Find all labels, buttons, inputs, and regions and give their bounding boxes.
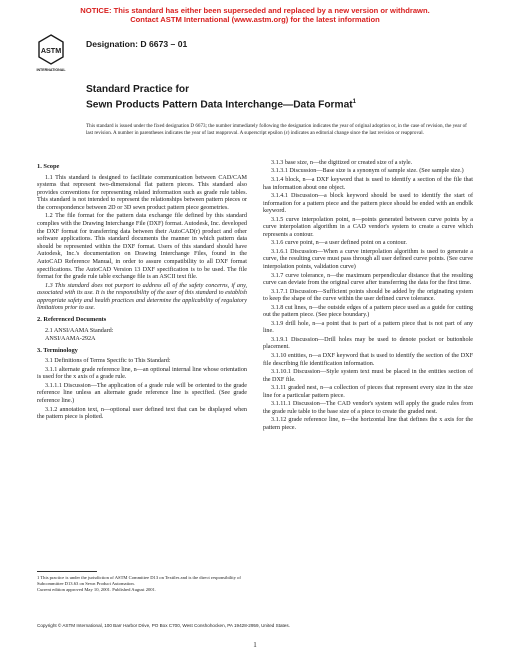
para-3-1-4: 3.1.4 block, n—a DXF keyword that is used to identify a section of the file that has information about one object. [263,176,473,191]
para-3-1-1-1: 3.1.1.1 Discussion—The application of a grade rule will be oriented to the grade reference line unless an alternate grade reference line is specified. (See grade reference line.) [37,382,247,405]
left-column [37,160,247,423]
right-column [263,160,473,433]
para-3-1-8: 3.1.8 cut lines, n—the outside edges of a pattern piece used as a guide for cutting out the pattern piece. (See piece boundary.) [263,304,473,319]
notice-line-1: NOTICE: This standard has either been superseded and replaced by a new version or withdrawn. [80,6,430,15]
para-3-1-4-1: 3.1.4.1 Discussion—a block keyword should be used to identify the start of information for a pattern piece and the pattern piece should be ended with an endblk keyword. [263,193,473,215]
para-3-1-9: 3.1.9 drill hole, n—a point that is part of a pattern piece that is not part of any line. [263,320,473,335]
para-3-1-11: 3.1.11 graded nest, n—a collection of pieces that represent every size in the size line for a particular pattern piece. [263,385,473,399]
para-3-1-1: 3.1.1 alternate grade reference line, n—an optional internal line whose orientation is used for the x axis of a grade rule. [37,366,247,381]
para-3-1-3: 3.1.3 base size, n—the digitized or created size of a style. [271,160,413,166]
copyright: Copyright © ASTM International, 100 Barr Harbor Drive, PO Box C700, West Conshohocken, PA 19428-2959, United States. [37,623,290,628]
para-3-1-3-1: 3.1.3.1 Discussion—Base size is a synonym of sample size. (See sample size.) [271,168,464,175]
notice-line-2: Contact ASTM International (www.astm.org) for the latest information [130,15,380,25]
section-heading-scope: 1. Scope [37,163,60,170]
title-footnote-mark: 1 [352,99,356,106]
para-3-1-10-1: 3.1.10.1 Discussion—Style system text must be placed in the entities section of the DXF file. [263,369,473,383]
footnote-line-1: 1 This practice is under the jurisdiction of ASTM Committee D13 on Textiles and is the direct responsibility of Subcommittee D13.63 on Sewn Product Automation. [37,575,241,586]
designation: Designation: D 6673 – 01 [86,39,188,49]
para-3-1-6-1: 3.1.6.1 Discussion—When a curve interpolation algorithm is used to generate a curve, the resulting curve must pass through all user defined curve points. (See curve interpolation points, validation curve) [263,248,473,271]
para-3-1-12: 3.1.12 grade reference line, n—the horizontal line that defines the x axis for the pattern piece. [263,417,473,431]
section-heading-referenced-documents: 2. Referenced Documents [37,316,107,324]
para-3-1-2: 3.1.2 annotation text, n—optional user defined text that can be displayed when the pattern piece is plotted. [37,406,247,421]
para-3-1-5: 3.1.5 curve interpolation point, n—points generated between curve points by a curve interpolation algorithm in a CAD vendor's system to create a curve which represents a contour. [263,216,473,238]
withdrawal-notice [0,6,510,25]
para-2-1-item: ANSI/AAMA-292A [45,336,96,343]
footnote-line-2: Current edition approved May 10, 2001. Published August 2001. [37,586,157,592]
para-3-1-11-1: 3.1.11.1 Discussion—The CAD vendor's system will apply the grade rules from the grade rule table to the base size of a piece to create the graded nest. [263,401,473,415]
para-1-2: 1.2 The file format for the pattern data exchange file defined by this standard complies with the Drawing Interchange File (DXF) format. Autodesk, Inc. developed the DXF format for transferring data between their AutoCAD(r) product and other software applications. This standard documents the manner in which pattern data should be represented within the DXF format. Users of this standard should have Autodesk, Inc.'s documentation on Drawing Interchange Files, found in the AutoCAD Reference Manual, in order to assure compatibility to all DXF format specifications. The AutoCAD Version 13 DXF specification is to be used. The file format for the grade rule table exchange file is an ASCII text file. [37,213,247,281]
title-line-2: Sewn Products Pattern Data Interchange—Data Format$^1$ [86,99,356,111]
para-1-3: 1.3 This standard does not purport to address all of the safety concerns, if any, associated with its use. It is the responsibility of the user of this standard to establish appropriate safety and health practices and determine the applicability of regulatory limitations prior to use. [37,282,247,312]
logo-wordmark: INTERNATIONAL [36,68,66,72]
title-line-1: Standard Practice for [86,84,190,95]
para-3-1-6: 3.1.6 curve point, n—a user defined point on a contour. [271,240,407,247]
document-title [86,84,356,112]
para-3-1-7-1: 3.1.7.1 Discussion—Sufficient points should be added by the originating system to keep the shape of the curve within the user defined curve tolerance. [263,288,473,303]
para-3-1-7: 3.1.7 curve tolerance, n—the maximum perpendicular distance that the resulting curve can deviate from the original curve after transferring the data for the first time. [263,272,473,287]
para-3-1-9-1: 3.1.9.1 Discussion—Drill holes may be used to denote pocket or buttonhole placement. [263,336,473,351]
abstract: This standard is issued under the fixed designation D 6673; the number immediately following the designation indicates the year of original adoption or, in the case of revision, the year of last revision. A number in parentheses indicates the year of last reapproval. A superscript epsilon (ε) indicates an editorial change since the last revision or reapproval. [86,123,467,136]
section-heading-terminology: 3. Terminology [37,346,78,354]
astm-logo [36,33,66,73]
footnote-divider [37,571,97,572]
para-3-1: 3.1 Definitions of Terms Specific to This Standard: [45,358,171,365]
page-number: 1 [253,641,257,649]
para-1-1: 1.1 This standard is designed to facilitate communication between CAD/CAM systems that represent two-dimensional flat pattern pieces. This standard also provides conventions for representing related information such as grade rule tables. This standard is not intended to represent the relationships between pattern pieces or the correspondence between 2D or 3D sewn product pattern piece geometries. [37,174,247,211]
logo-mark: ASTM [40,46,62,55]
para-2-1: 2.1 ANSI/AAMA Standard: [45,327,114,334]
footnote [37,575,247,592]
para-3-1-10: 3.1.10 entities, n—a DXF keyword that is used to identify the section of the DXF file describing file identification information. [263,352,473,367]
